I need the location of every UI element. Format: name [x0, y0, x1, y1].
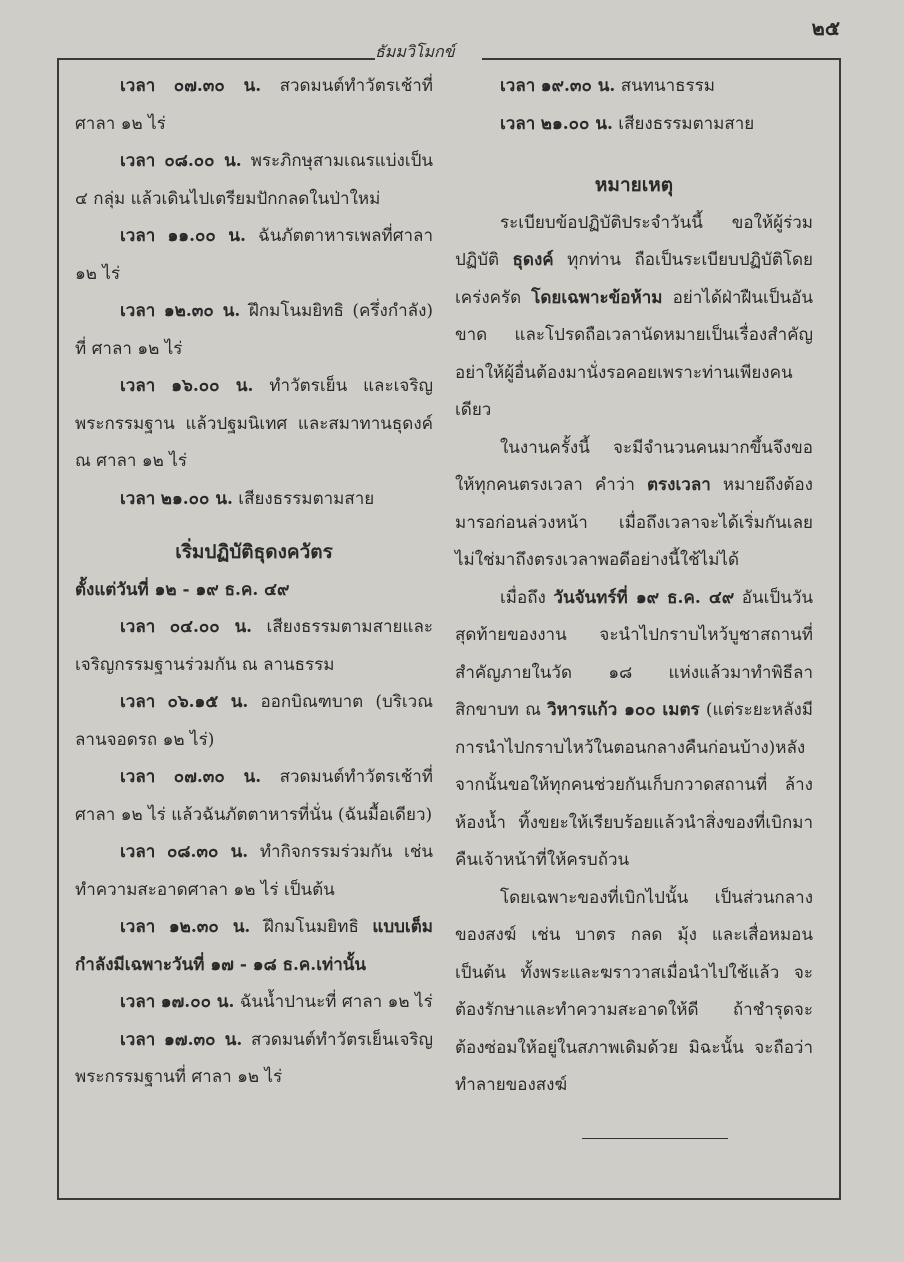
entry-text: สวดมนต์ทำวัตรเย็นเจริญพระกรรมฐานที่ ศาลา ๑๒ ไร่: [75, 1029, 434, 1087]
entry-text: ฉันภัตตาหารเพลที่ศาลา ๑๒ ไร่: [75, 226, 434, 284]
schedule-entry: [75, 984, 433, 1022]
entry-label: เวลา: [120, 376, 156, 396]
entry-text: สวดมนต์ทำวัตรเช้าที่ศาลา ๑๒ ไร่: [75, 76, 433, 134]
entry-time: ๐๗.๓๐ น.: [173, 767, 262, 787]
entry-text: พระภิกษุสามเณรแบ่งเป็น ๔ กลุ่ม แล้วเดินไปเตรียมปักกลดในป่าใหม่: [75, 151, 434, 209]
entry-time: ๑๒.๓๐ น.: [168, 917, 251, 937]
entry-text: เสียงธรรมตามสาย: [238, 488, 375, 509]
entry-text: ฝึกมโนมยิทธิ: [263, 917, 359, 937]
entry-label: เวลา: [120, 617, 156, 637]
entry-text: สวดมนต์ทำวัตรเช้าที่ศาลา ๑๒ ไร่ แล้วฉันภัตตาหารที่นั่น (ฉันมื้อเดียว): [75, 767, 433, 825]
note-bold-text: โดยเฉพาะข้อห้าม: [531, 287, 663, 308]
page-number: ๒๕: [811, 16, 840, 40]
note-text: อย่าได้ฝ่าฝืนเป็นอันขาด และโปรดถือเวลานัดหมายเป็นเรื่องสำคัญ อย่าให้ผู้อื่นต้องมานั่งรอคอยเพราะท่านเพียงคนเดียว: [455, 287, 814, 420]
schedule-entry: [75, 1022, 433, 1097]
entry-label: เวลา: [120, 842, 156, 862]
entry-time: ๐๘.๐๐ น.: [164, 151, 242, 171]
entry-time: ๑๗.๐๐ น.: [160, 992, 235, 1012]
entry-time: ๐๘.๓๐ น.: [167, 842, 249, 862]
schedule-block-day1: [75, 68, 433, 518]
schedule-entry: [75, 368, 433, 481]
entry-label: เวลา: [120, 992, 156, 1012]
entry-time: ๒๑.๐๐ น.: [540, 113, 613, 134]
date-range-subheading: ตั้งแต่วันที่ ๑๒ - ๑๙ ธ.ค. ๔๙: [75, 579, 290, 600]
note-text: (แต่ระยะหลังมีการนำไปกราบไหว้ในตอนกลางคืนก่อนบ้าง)หลังจากนั้นขอให้ทุกคนช่วยกันเก็บกวาดสถานที่ ล้างห้องน้ำ ทิ้งขยะให้เรียบร้อยแล้วนำสิ่งของที่เบิกมาคืนเจ้าหน้าที่ให้ครบถ้วน: [455, 700, 814, 870]
note-paragraph-3: [455, 580, 813, 880]
note-bold-text: ตรงเวลา: [647, 475, 711, 495]
schedule-entry: [75, 684, 433, 759]
entry-text: ออกบิณฑบาต (บริเวณลานจอดรถ ๑๒ ไร่): [75, 692, 434, 750]
entry-bold-text: แบบเต็มกำลังมีเฉพาะวันที่ ๑๗ - ๑๘ ธ.ค.เท่านั้น: [75, 917, 433, 975]
right-column: [455, 68, 813, 1105]
note-text: หมายถึงต้องมารอก่อนล่วงหน้า เมื่อถึงเวลาจะได้เริ่มกันเลยไม่ใช่มาถึงตรงเวลาพอดีอย่างนี้ใช้ไม่ได้: [455, 475, 813, 570]
entry-text: ทำวัตรเย็น และเจริญพระกรรมฐาน แล้วปฐมนิเทศ และสมาทานธุดงค์ ณ ศาลา ๑๒ ไร่: [75, 376, 433, 471]
entry-time: ๑๒.๓๐ น.: [163, 301, 241, 321]
entry-label: เวลา: [120, 692, 156, 712]
left-column: [75, 68, 433, 1097]
entry-label: เวลา: [120, 488, 156, 509]
note-text: ทุกท่าน ถือเป็นระเบียบปฏิบัติโดยเคร่งครัด: [455, 250, 814, 308]
entry-label: เวลา: [120, 301, 156, 321]
note-paragraph-2: [455, 430, 813, 580]
entry-time: ๑๑.๐๐ น.: [167, 226, 246, 246]
notes-heading: หมายเหตุ: [594, 174, 674, 196]
schedule-entry: [455, 106, 813, 144]
section-heading-dhutanga: เริ่มปฏิบัติธุดงควัตร: [175, 541, 333, 563]
entry-text: เสียงธรรมตามสาย: [618, 113, 755, 134]
note-bold-text: ธุดงค์: [512, 250, 554, 270]
note-paragraph-4: โดยเฉพาะของที่เบิกไปนั้น เป็นส่วนกลางของสงฆ์ เช่น บาตร กลด มุ้ง และเสื่อหมอนเป็นต้น ทั้งพระและฆราวาสเมื่อนำไปใช้แล้ว จะต้องรักษาและทำความสะอาดให้ดี ถ้าชำรุดจะต้องซ่อมให้อยู่ในสภาพเดิมด้วย มิฉะนั้น จะถือว่าทำลายของสงฆ์: [455, 887, 813, 1095]
entry-text: เสียงธรรมตามสายและเจริญกรรมฐานร่วมกัน ณ ลานธรรม: [75, 617, 433, 675]
entry-label: เวลา: [120, 151, 156, 171]
schedule-entry: [75, 834, 433, 909]
note-text: เมื่อถึง: [500, 587, 546, 608]
entry-time: ๑๗.๓๐ น.: [164, 1029, 243, 1050]
entry-label: เวลา: [500, 113, 536, 134]
entry-text: ทำกิจกรรมร่วมกัน เช่นทำความสะอาดศาลา ๑๒ ไร่ เป็นต้น: [75, 842, 434, 900]
schedule-entry: [75, 293, 433, 368]
entry-label: เวลา: [500, 76, 536, 96]
end-rule: [582, 1138, 728, 1139]
note-text: ระเบียบข้อปฏิบัติประจำวันนี้ ขอให้ผู้ร่วมปฏิบัติ: [455, 212, 813, 270]
running-title: ธัมมวิโมกข์: [375, 42, 455, 61]
entry-time: ๐๖.๑๕ น.: [167, 692, 249, 712]
schedule-entry: [75, 759, 433, 834]
schedule-entry: [75, 143, 433, 218]
schedule-entry: [455, 68, 813, 106]
schedule-entry: [75, 909, 433, 984]
entry-label: เวลา: [120, 76, 156, 96]
entry-text: ฉันน้ำปานะที่ ศาลา ๑๒ ไร่: [239, 992, 433, 1012]
entry-time: ๑๙.๓๐ น.: [540, 76, 616, 96]
schedule-entry: [75, 68, 433, 143]
note-bold-text: วันจันทร์ที่ ๑๙ ธ.ค. ๔๙: [553, 587, 735, 608]
schedule-entry: [75, 481, 433, 519]
entry-label: เวลา: [120, 226, 156, 246]
entry-time: ๒๑.๐๐ น.: [160, 488, 233, 509]
note-bold-text: วิหารแก้ว ๑๐๐ เมตร: [547, 700, 700, 720]
note-paragraph-1: [455, 205, 813, 430]
schedule-block-night: [455, 68, 813, 143]
note-text: ในงานครั้งนี้ จะมีจำนวนคนมากขึ้นจึงขอให้ทุกคนตรงเวลา คำว่า: [455, 437, 813, 495]
schedule-block-evening: [75, 984, 433, 1097]
note-text: อันเป็นวันสุดท้ายของงาน จะนำไปกราบไหว้บูชาสถานที่สำคัญภายในวัด ๑๘ แห่งแล้วมาทำพิธีลาสิกขาบท ณ: [455, 587, 813, 720]
schedule-entry: [75, 609, 433, 684]
entry-time: ๐๗.๓๐ น.: [173, 76, 262, 96]
entry-label: เวลา: [120, 1029, 156, 1050]
schedule-block-daily: [75, 609, 433, 909]
entry-time: ๑๖.๐๐ น.: [171, 376, 254, 396]
entry-label: เวลา: [120, 767, 156, 787]
entry-text: สนทนาธรรม: [620, 76, 715, 96]
entry-text: ฝึกมโนมยิทธิ (ครึ่งกำลัง) ที่ ศาลา ๑๒ ไร่: [75, 301, 434, 359]
schedule-entry: [75, 218, 433, 293]
entry-label: เวลา: [120, 917, 156, 937]
entry-time: ๐๔.๐๐ น.: [169, 617, 253, 637]
